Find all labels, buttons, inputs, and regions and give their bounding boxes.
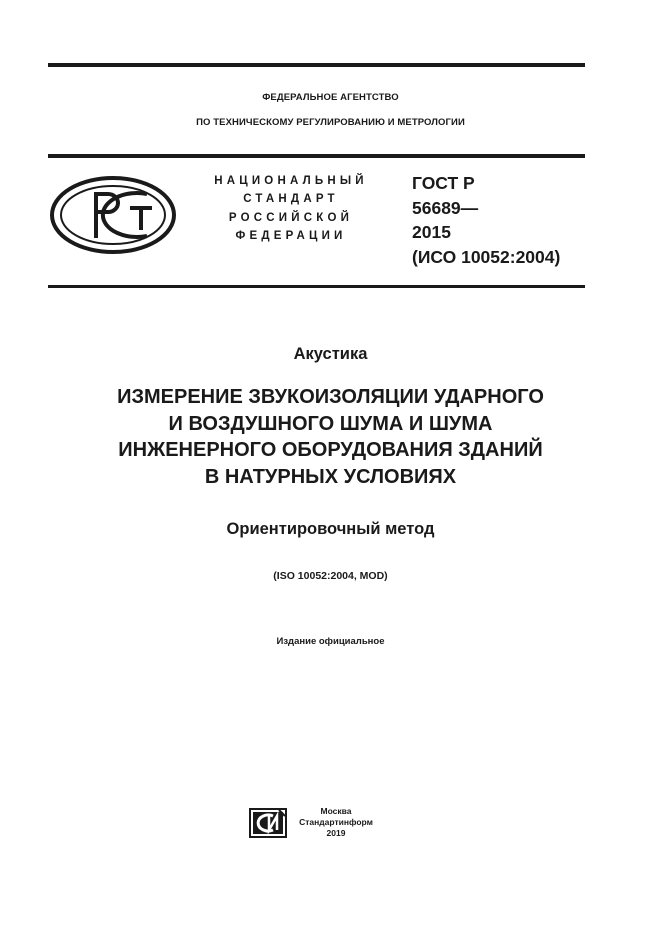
gost-designation	[412, 171, 560, 269]
gost-line: 56689—	[412, 197, 479, 218]
rst-certification-mark-icon	[48, 174, 178, 256]
iso-reference: (ISO 10052:2004, MOD)	[273, 570, 388, 582]
subject-heading: Акустика	[293, 345, 368, 363]
agency-line-2: ПО ТЕХНИЧЕСКОМУ РЕГУЛИРОВАНИЮ И МЕТРОЛОГИИ	[196, 117, 465, 128]
gost-line: ГОСТ Р	[412, 173, 475, 193]
top-rule	[48, 63, 585, 67]
national-line: РОССИЙСКОЙ	[228, 211, 354, 224]
standard-top-rule	[48, 154, 585, 158]
title-line: В НАТУРНЫХ УСЛОВИЯХ	[204, 465, 457, 488]
national-line: СТАНДАРТ	[243, 193, 339, 206]
publisher-year: 2019	[326, 828, 346, 838]
national-standard-label	[196, 172, 386, 245]
agency-line-1: ФЕДЕРАЛЬНОЕ АГЕНТСТВО	[262, 92, 399, 103]
publisher-info	[294, 806, 378, 839]
title-line: ИНЖЕНЕРНОГО ОБОРУДОВАНИЯ ЗДАНИЙ	[118, 439, 543, 461]
standartinform-logo-icon	[249, 808, 287, 838]
publisher-city: Москва	[320, 806, 352, 816]
title-line: ИЗМЕРЕНИЕ ЗВУКОИЗОЛЯЦИИ УДАРНОГО	[117, 386, 544, 408]
national-line: НАЦИОНАЛЬНЫЙ	[214, 175, 368, 187]
document-title	[0, 384, 661, 490]
gost-line: (ИСО 10052:2004)	[412, 246, 561, 267]
title-line: И ВОЗДУШНОГО ШУМА И ШУМА	[168, 412, 493, 435]
standard-bottom-rule	[48, 285, 585, 288]
document-subtitle: Ориентировочный метод	[226, 520, 435, 538]
national-line: ФЕДЕРАЦИИ	[235, 229, 347, 242]
edition-label: Издание официальное	[276, 636, 385, 647]
publisher-name: Стандартинформ	[299, 817, 373, 827]
gost-line: 2015	[412, 222, 451, 242]
